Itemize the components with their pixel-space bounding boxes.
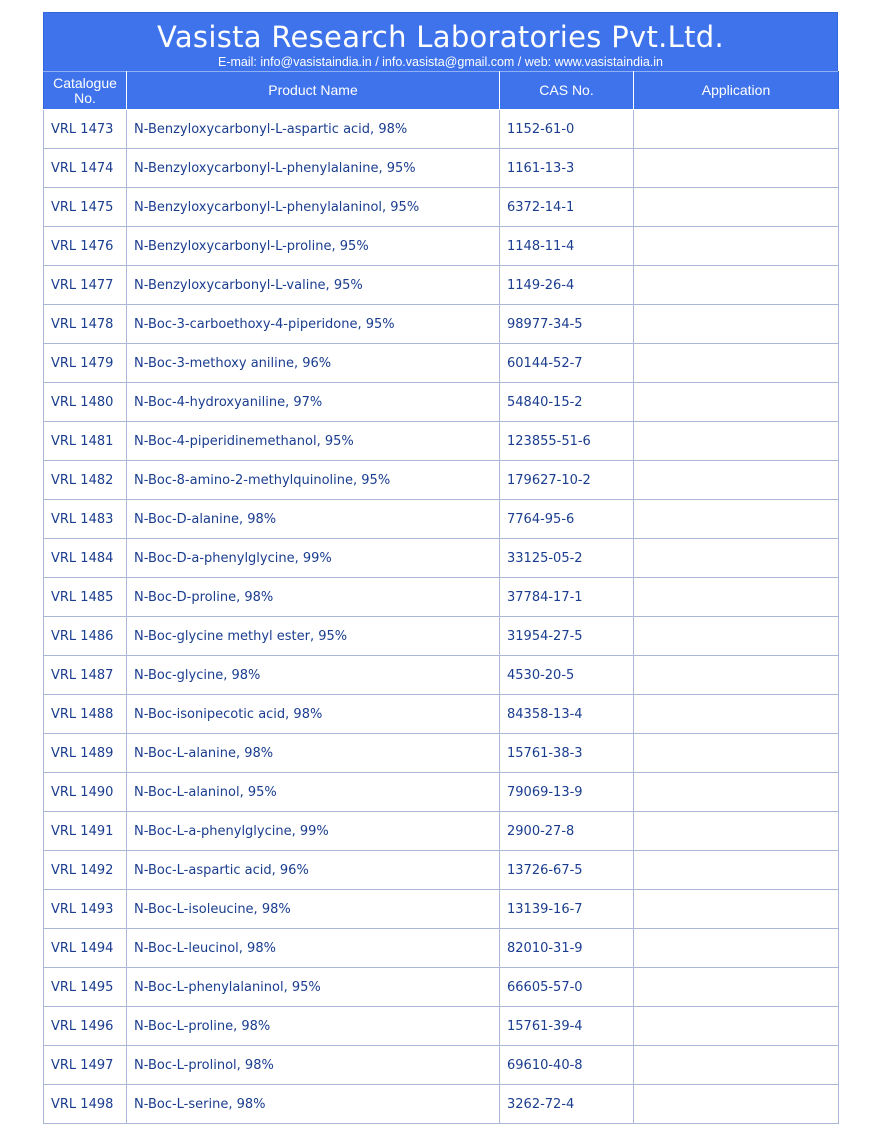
header-banner	[43, 12, 838, 71]
catalogue-no-cell: VRL 1478	[44, 305, 127, 344]
table-body	[44, 110, 839, 1124]
catalogue-no-cell: VRL 1474	[44, 149, 127, 188]
column-header-catalogue-line2: No.	[74, 89, 96, 106]
application-cell	[634, 812, 839, 851]
catalogue-no-cell: VRL 1487	[44, 656, 127, 695]
table-row	[44, 734, 839, 773]
table-row	[44, 617, 839, 656]
product-name-cell: N-Boc-L-serine, 98%	[127, 1085, 500, 1124]
cas-no-cell: 13726-67-5	[500, 851, 634, 890]
catalogue-sheet	[43, 12, 838, 1124]
catalogue-no-cell: VRL 1492	[44, 851, 127, 890]
cas-no-cell: 79069-13-9	[500, 773, 634, 812]
table-row	[44, 188, 839, 227]
product-name-cell: N-Boc-L-aspartic acid, 96%	[127, 851, 500, 890]
application-cell	[634, 305, 839, 344]
product-name-cell: N-Boc-L-leucinol, 98%	[127, 929, 500, 968]
catalogue-no-cell: VRL 1494	[44, 929, 127, 968]
product-name-cell: N-Boc-L-proline, 98%	[127, 1007, 500, 1046]
application-cell	[634, 149, 839, 188]
table-row	[44, 1007, 839, 1046]
column-header-cas: CAS No.	[500, 72, 634, 110]
catalogue-no-cell: VRL 1479	[44, 344, 127, 383]
table-row	[44, 695, 839, 734]
cas-no-cell: 6372-14-1	[500, 188, 634, 227]
cas-no-cell: 4530-20-5	[500, 656, 634, 695]
application-cell	[634, 500, 839, 539]
cas-no-cell: 179627-10-2	[500, 461, 634, 500]
catalogue-no-cell: VRL 1498	[44, 1085, 127, 1124]
product-name-cell: N-Boc-L-prolinol, 98%	[127, 1046, 500, 1085]
application-cell	[634, 695, 839, 734]
catalogue-no-cell: VRL 1489	[44, 734, 127, 773]
application-cell	[634, 188, 839, 227]
table-row	[44, 227, 839, 266]
table-row	[44, 383, 839, 422]
product-table	[43, 71, 839, 1124]
cas-no-cell: 1148-11-4	[500, 227, 634, 266]
product-name-cell: N-Boc-3-carboethoxy-4-piperidone, 95%	[127, 305, 500, 344]
application-cell	[634, 539, 839, 578]
product-name-cell: N-Benzyloxycarbonyl-L-aspartic acid, 98%	[127, 110, 500, 149]
table-row	[44, 539, 839, 578]
table-row	[44, 110, 839, 149]
product-name-cell: N-Boc-L-phenylalaninol, 95%	[127, 968, 500, 1007]
product-name-cell: N-Boc-D-proline, 98%	[127, 578, 500, 617]
catalogue-no-cell: VRL 1483	[44, 500, 127, 539]
table-row	[44, 500, 839, 539]
application-cell	[634, 1085, 839, 1124]
application-cell	[634, 383, 839, 422]
table-row	[44, 773, 839, 812]
product-name-cell: N-Boc-L-isoleucine, 98%	[127, 890, 500, 929]
catalogue-no-cell: VRL 1496	[44, 1007, 127, 1046]
catalogue-no-cell: VRL 1491	[44, 812, 127, 851]
table-row	[44, 344, 839, 383]
application-cell	[634, 227, 839, 266]
cas-no-cell: 1161-13-3	[500, 149, 634, 188]
product-name-cell: N-Boc-isonipecotic acid, 98%	[127, 695, 500, 734]
catalogue-no-cell: VRL 1486	[44, 617, 127, 656]
catalogue-no-cell: VRL 1485	[44, 578, 127, 617]
application-cell	[634, 851, 839, 890]
product-name-cell: N-Boc-D-a-phenylglycine, 99%	[127, 539, 500, 578]
product-name-cell: N-Benzyloxycarbonyl-L-phenylalaninol, 95%	[127, 188, 500, 227]
application-cell	[634, 929, 839, 968]
cas-no-cell: 33125-05-2	[500, 539, 634, 578]
application-cell	[634, 344, 839, 383]
product-name-cell: N-Boc-4-hydroxyaniline, 97%	[127, 383, 500, 422]
table-row	[44, 305, 839, 344]
application-cell	[634, 968, 839, 1007]
table-row	[44, 851, 839, 890]
application-cell	[634, 1007, 839, 1046]
table-header-row	[44, 72, 839, 110]
cas-no-cell: 60144-52-7	[500, 344, 634, 383]
application-cell	[634, 1046, 839, 1085]
catalogue-no-cell: VRL 1482	[44, 461, 127, 500]
cas-no-cell: 37784-17-1	[500, 578, 634, 617]
product-name-cell: N-Benzyloxycarbonyl-L-valine, 95%	[127, 266, 500, 305]
contact-line: E-mail: info@vasistaindia.in / info.vasista@gmail.com / web: www.vasistaindia.in	[218, 55, 663, 69]
application-cell	[634, 890, 839, 929]
cas-no-cell: 66605-57-0	[500, 968, 634, 1007]
product-name-cell: N-Boc-D-alanine, 98%	[127, 500, 500, 539]
table-row	[44, 578, 839, 617]
catalogue-no-cell: VRL 1490	[44, 773, 127, 812]
table-row	[44, 812, 839, 851]
product-name-cell: N-Benzyloxycarbonyl-L-proline, 95%	[127, 227, 500, 266]
catalogue-no-cell: VRL 1477	[44, 266, 127, 305]
table-row	[44, 1085, 839, 1124]
catalogue-no-cell: VRL 1475	[44, 188, 127, 227]
table-row	[44, 890, 839, 929]
product-name-cell: N-Boc-glycine methyl ester, 95%	[127, 617, 500, 656]
application-cell	[634, 734, 839, 773]
application-cell	[634, 617, 839, 656]
company-title: Vasista Research Laboratories Pvt.Ltd.	[156, 20, 725, 54]
application-cell	[634, 773, 839, 812]
cas-no-cell: 98977-34-5	[500, 305, 634, 344]
application-cell	[634, 110, 839, 149]
product-name-cell: N-Boc-glycine, 98%	[127, 656, 500, 695]
catalogue-no-cell: VRL 1493	[44, 890, 127, 929]
column-header-product: Product Name	[127, 72, 500, 110]
table-row	[44, 461, 839, 500]
cas-no-cell: 84358-13-4	[500, 695, 634, 734]
product-name-cell: N-Benzyloxycarbonyl-L-phenylalanine, 95%	[127, 149, 500, 188]
cas-no-cell: 3262-72-4	[500, 1085, 634, 1124]
table-row	[44, 968, 839, 1007]
cas-no-cell: 15761-39-4	[500, 1007, 634, 1046]
table-row	[44, 422, 839, 461]
application-cell	[634, 578, 839, 617]
cas-no-cell: 82010-31-9	[500, 929, 634, 968]
table-row	[44, 266, 839, 305]
product-name-cell: N-Boc-L-a-phenylglycine, 99%	[127, 812, 500, 851]
application-cell	[634, 461, 839, 500]
product-name-cell: N-Boc-3-methoxy aniline, 96%	[127, 344, 500, 383]
cas-no-cell: 2900-27-8	[500, 812, 634, 851]
cas-no-cell: 69610-40-8	[500, 1046, 634, 1085]
table-row	[44, 929, 839, 968]
cas-no-cell: 54840-15-2	[500, 383, 634, 422]
cas-no-cell: 15761-38-3	[500, 734, 634, 773]
table-row	[44, 1046, 839, 1085]
cas-no-cell: 123855-51-6	[500, 422, 634, 461]
cas-no-cell: 1149-26-4	[500, 266, 634, 305]
product-name-cell: N-Boc-8-amino-2-methylquinoline, 95%	[127, 461, 500, 500]
catalogue-no-cell: VRL 1488	[44, 695, 127, 734]
catalogue-no-cell: VRL 1481	[44, 422, 127, 461]
catalogue-no-cell: VRL 1480	[44, 383, 127, 422]
catalogue-no-cell: VRL 1495	[44, 968, 127, 1007]
product-name-cell: N-Boc-L-alanine, 98%	[127, 734, 500, 773]
column-header-catalogue	[44, 72, 127, 110]
product-name-cell: N-Boc-L-alaninol, 95%	[127, 773, 500, 812]
product-name-cell: N-Boc-4-piperidinemethanol, 95%	[127, 422, 500, 461]
cas-no-cell: 31954-27-5	[500, 617, 634, 656]
cas-no-cell: 1152-61-0	[500, 110, 634, 149]
catalogue-no-cell: VRL 1484	[44, 539, 127, 578]
application-cell	[634, 266, 839, 305]
cas-no-cell: 7764-95-6	[500, 500, 634, 539]
column-header-catalogue-line1: Catalogue	[53, 74, 117, 91]
catalogue-no-cell: VRL 1497	[44, 1046, 127, 1085]
table-row	[44, 656, 839, 695]
catalogue-no-cell: VRL 1476	[44, 227, 127, 266]
column-header-application: Application	[634, 72, 839, 110]
catalogue-no-cell: VRL 1473	[44, 110, 127, 149]
table-row	[44, 149, 839, 188]
cas-no-cell: 13139-16-7	[500, 890, 634, 929]
application-cell	[634, 656, 839, 695]
application-cell	[634, 422, 839, 461]
